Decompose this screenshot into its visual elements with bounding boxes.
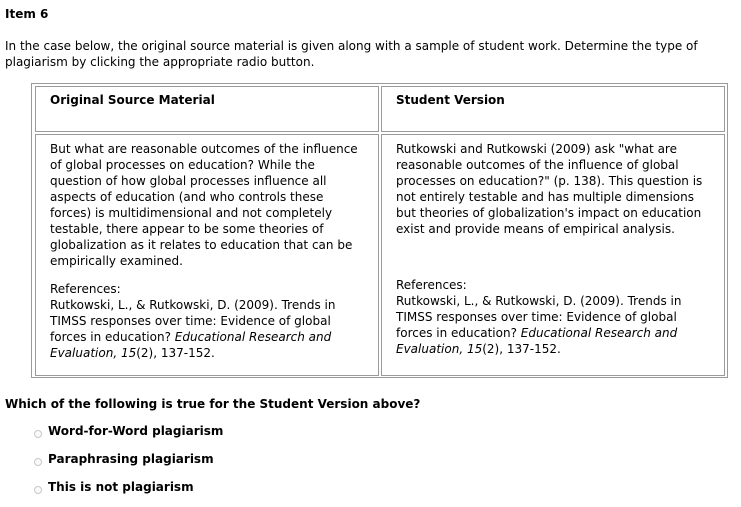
reference-authors: Rutkowski, L., & Rutkowski, D. (2009). Trends in TIMSS responses over time: Evidence of global forces in education? bbox=[396, 294, 682, 340]
references-label: References: bbox=[50, 282, 121, 296]
radio-button[interactable] bbox=[34, 430, 42, 438]
original-source-cell bbox=[35, 134, 379, 376]
reference-authors: Rutkowski, L., & Rutkowski, D. (2009). Trends in TIMSS responses over time: Evidence of global forces in education? bbox=[50, 298, 336, 344]
radio-button[interactable] bbox=[34, 486, 42, 494]
reference-journal: Educational Research and Evaluation, 15 bbox=[396, 326, 678, 356]
question-text: Which of the following is true for the Student Version above? bbox=[5, 397, 421, 411]
references-label: References: bbox=[396, 278, 467, 292]
item-title: Item 6 bbox=[5, 7, 49, 21]
reference-pages: (2), 137-152. bbox=[482, 342, 561, 356]
radio-button[interactable] bbox=[34, 458, 42, 466]
header-original-source: Original Source Material bbox=[35, 86, 379, 132]
option-word-for-word[interactable] bbox=[34, 423, 223, 439]
header-student-version: Student Version bbox=[381, 86, 725, 132]
option-paraphrasing[interactable] bbox=[34, 451, 214, 467]
comparison-table bbox=[31, 83, 728, 378]
student-version-text: Rutkowski and Rutkowski (2009) ask "what are reasonable outcomes of the influence of global processes on education?" (p. 138). This question is not entirely testable and has multiple dimensions but theories of globalization's impact on education exist and provide means of empirical analysis. bbox=[396, 142, 703, 236]
student-references bbox=[396, 277, 710, 357]
reference-journal: Educational Research and Evaluation, 15 bbox=[50, 330, 332, 360]
option-label[interactable]: Paraphrasing plagiarism bbox=[48, 452, 214, 466]
instructions-text: In the case below, the original source material is given along with a sample of student work. Determine the type of plagiarism by clicking the appropriate radio button. bbox=[5, 39, 698, 69]
option-label[interactable]: Word-for-Word plagiarism bbox=[48, 424, 224, 438]
student-version-cell bbox=[381, 134, 725, 376]
original-source-text: But what are reasonable outcomes of the influence of global processes on education? While the question of how global processes influence all aspects of education (and who controls these forces) is multidimensional and not completely testable, there appear to be some theories of globalization as it relates to education that can be empirically examined. bbox=[50, 142, 358, 268]
option-label[interactable]: This is not plagiarism bbox=[48, 480, 194, 494]
original-references bbox=[50, 281, 364, 361]
reference-pages: (2), 137-152. bbox=[136, 346, 215, 360]
option-not-plagiarism[interactable] bbox=[34, 479, 194, 495]
